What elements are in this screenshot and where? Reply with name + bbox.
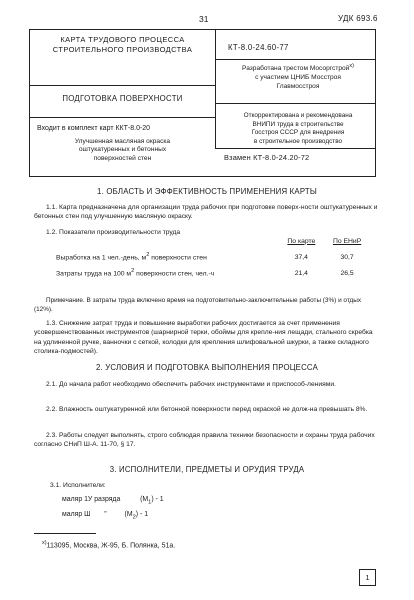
header-divider-right-2 [215, 103, 376, 104]
footnote-text: 113095, Москва, Ж-95, Б. Полянка, 51а. [46, 542, 176, 550]
col-by-card: По карте [287, 237, 316, 245]
worker-2-label: маляр Ш [62, 511, 91, 518]
row1-enir-value: 30,7 [340, 253, 354, 261]
table-header-row [56, 233, 370, 249]
header-vertical-divider [215, 29, 216, 148]
footnote-rule [34, 533, 96, 534]
kit-desc-line3: поверхностей стен [93, 154, 152, 162]
note-paragraph: Примечание. В затраты труда включено время на подготовительно-заключительные работы (3%) и отдых (12%). [34, 297, 362, 314]
corrected-line1: Откорректирована и рекомендована [243, 112, 353, 119]
header-divider-right-1 [215, 59, 376, 60]
paragraph-2-2: 2.2. Влажность оштукатуренной или бетонной поверхности перед окраской не долж-на превышать 8%. [46, 406, 368, 413]
section1-heading: 1. ОБЛАСТЬ И ЭФФЕКТИВНОСТЬ ПРИМЕНЕНИЯ КАРТЫ [97, 187, 317, 196]
kit-description [30, 138, 215, 163]
footnote-mark: x) [42, 540, 47, 546]
udk-code: УДК 693.6 [338, 14, 378, 23]
header-divider-left-1 [29, 85, 216, 86]
developer-line1: Разработана трестом Мосоргстрой [242, 65, 350, 73]
paragraph-2-3: 2.3. Работы следует выполнять, строго соблюдая правила техники безопасности и охраны труда рабочих согласно СНиП Ш-А. 11-70, § 17. [34, 432, 375, 449]
row1-card-value: 37,4 [294, 253, 308, 261]
section3-heading: 3. ИСПОЛНИТЕЛИ, ПРЕДМЕТЫ И ОРУДИЯ ТРУДА [109, 465, 305, 474]
worker-row-2: маляр Ш " $(М_2) - 1$ [62, 511, 149, 521]
section2-heading: 2. УСЛОВИЯ И ПОДГОТОВКА ВЫПОЛНЕНИЯ ПРОЦЕССА [96, 363, 318, 372]
card-title-line2: СТРОИТЕЛЬНОГО ПРОИЗВОДСТВА [52, 45, 193, 54]
row2-enir-value: 26,5 [340, 269, 354, 277]
corrected-line4: в строительное производство [253, 137, 343, 145]
correction-info [222, 112, 374, 146]
paragraph-1-2-title: 1.2. Показатели производительности труда [46, 229, 181, 236]
paragraph-3-1: 3.1. Исполнители: [50, 482, 106, 489]
table-row [56, 249, 370, 265]
worker-1-label: маляр 1У разряда [62, 496, 121, 503]
table-row [56, 265, 370, 281]
col-by-enir: По ЕНиР [332, 237, 362, 245]
sheet-number: 1 [359, 569, 376, 586]
paragraph-1-1: 1.1. Карта предназначена для организации труда рабочих при подготовке поверх-ности оштукатуренных и бетонных стен под улучшенную масляную окраску. [34, 204, 378, 221]
footnote-ref: x) [349, 63, 354, 69]
worker-row-1: маляр 1У разряда $(М_1) - 1$ [62, 496, 164, 506]
productivity-table [56, 233, 370, 281]
header-divider-left-2 [29, 117, 216, 118]
developer-line3: Главмосстроя [276, 83, 320, 91]
row2-label: Затраты труда на 100 $м^2$ поверхности стен, чел.-ч [56, 268, 215, 278]
replaces-code: Взамен КТ-8.0-24.20-72 [224, 153, 310, 162]
developer-line2: с участием ЦНИБ Мосстроя [255, 74, 341, 82]
footnote [42, 540, 175, 549]
header-divider-right-3 [215, 148, 376, 149]
row2-card-value: 21,4 [294, 269, 308, 277]
kit-info: Входит в комплект карт ККТ-8.0-20 [37, 125, 151, 132]
corrected-line2: ВНИПИ труда в строительстве [252, 120, 344, 128]
page-number: 31 [199, 14, 209, 24]
developer-info [222, 62, 374, 91]
card-title-line1: КАРТА ТРУДОВОГО ПРОЦЕССА [60, 35, 185, 44]
corrected-line3: Госстроя СССР для внедрения [251, 129, 345, 137]
ditto-mark: " [104, 511, 107, 518]
card-title [30, 35, 215, 55]
paragraph-2-1: 2.1. До начала работ необходимо обеспечить рабочих инструментами и приспособ-лениями. [46, 381, 336, 388]
kit-desc-line2: оштукатуренных и бетонных [78, 146, 167, 154]
row1-label: Выработка на 1 чел.-день, $м^2$ поверхности стен [56, 252, 207, 262]
paragraph-1-3: 1.3. Снижение затрат труда и повышение выработки рабочих достигается за счет применения усовершенствованных инструментов (шарнирной терки, обоймы для крепле-ния лещади, стального скребка на удлиненной ручке, ванночки с сеткой, колодки для крепления шлифовальной шкурки, а также складного столика-подмостей). [34, 320, 373, 356]
kit-desc-line1: Улучшенная масляная окраска [74, 138, 171, 145]
process-section-name: ПОДГОТОВКА ПОВЕРХНОСТИ [62, 94, 183, 103]
card-code: КТ-8.0-24.60-77 [228, 43, 289, 52]
